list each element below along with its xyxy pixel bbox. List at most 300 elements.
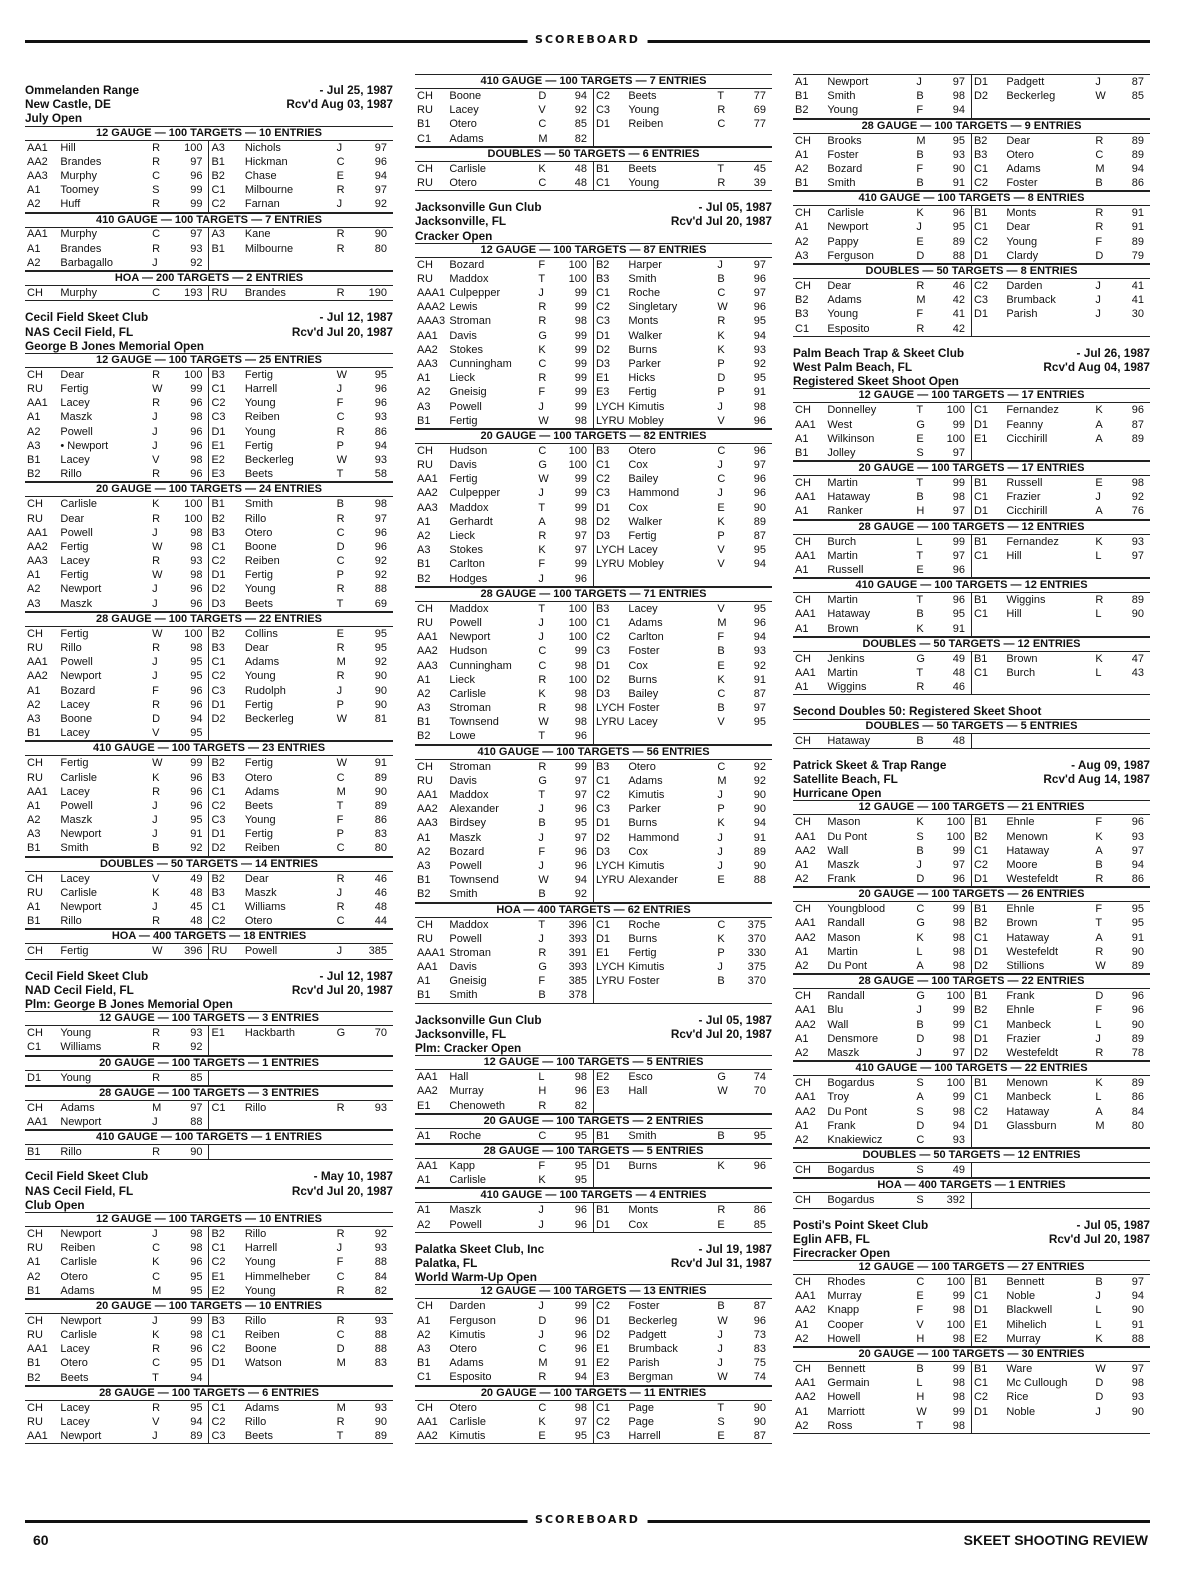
initial bbox=[1093, 734, 1111, 749]
result-row bbox=[415, 1429, 772, 1444]
event-heading: 410 GAUGE — 100 TARGETS — 1 ENTRIES bbox=[25, 1130, 393, 1145]
event-heading: 12 GAUGE — 100 TARGETS — 10 ENTRIES bbox=[25, 1212, 393, 1227]
initial: W bbox=[336, 368, 347, 381]
shooter-name: Russell bbox=[1006, 477, 1043, 490]
score: 95 bbox=[374, 627, 387, 640]
shooter-name: Bennett bbox=[1006, 1276, 1045, 1289]
event-heading: 28 GAUGE — 100 TARGETS — 71 ENTRIES bbox=[415, 587, 772, 602]
result-row bbox=[25, 1314, 393, 1328]
class-code: B1 bbox=[211, 155, 225, 168]
class-code: A1 bbox=[795, 432, 809, 445]
class-code: A1 bbox=[417, 372, 431, 385]
initial: T bbox=[916, 594, 924, 607]
result-row bbox=[415, 258, 772, 272]
class-code: B1 bbox=[417, 1357, 431, 1370]
shooter-name: Newport bbox=[60, 1314, 102, 1327]
shooter-name: Foster bbox=[628, 1300, 660, 1313]
score: 48 bbox=[374, 901, 387, 914]
class-code: D1 bbox=[595, 329, 611, 342]
class-code: C3 bbox=[211, 814, 226, 827]
shooter-name: Jenkins bbox=[827, 652, 865, 665]
class-code: A3 bbox=[25, 597, 58, 612]
score: 98 bbox=[933, 1032, 972, 1046]
shooter-name: Newport bbox=[60, 828, 102, 841]
score: 89 bbox=[1131, 148, 1144, 161]
shooter-name: Fertig bbox=[244, 439, 273, 452]
shooter-name: Beets bbox=[58, 1371, 150, 1386]
class-code: B2 bbox=[793, 103, 825, 118]
shooter-name: Parish bbox=[628, 1357, 660, 1370]
class-code: C3 bbox=[973, 294, 989, 307]
shooter-name: Cox bbox=[628, 501, 648, 514]
initial: J bbox=[150, 1115, 169, 1130]
class-code: RU bbox=[417, 932, 433, 945]
result-row bbox=[415, 730, 772, 745]
initial: C bbox=[717, 473, 726, 486]
club-location: Satellite Beach, FL bbox=[793, 772, 898, 787]
class-code: C2 bbox=[595, 1300, 611, 1313]
result-row bbox=[415, 845, 772, 859]
event-heading: HOA — 400 TARGETS — 1 ENTRIES bbox=[793, 1178, 1150, 1193]
class-code: D1 bbox=[971, 505, 1004, 520]
results-table bbox=[415, 258, 772, 429]
shooter-name: • Newport bbox=[60, 439, 109, 452]
score: 92 bbox=[374, 555, 387, 568]
class-code: C1 bbox=[973, 1377, 989, 1390]
score: 97 bbox=[1131, 549, 1144, 562]
initial: C bbox=[538, 659, 547, 672]
result-row bbox=[793, 476, 1150, 490]
score: 91 bbox=[753, 386, 766, 399]
result-row bbox=[415, 774, 772, 788]
score bbox=[1112, 1419, 1150, 1434]
initial: J bbox=[152, 828, 158, 841]
score: 98 bbox=[933, 1332, 972, 1347]
club-location: New Castle, DE bbox=[25, 97, 111, 112]
shooter-name: Manbeck bbox=[1006, 1091, 1051, 1104]
class-code: A3 bbox=[793, 249, 825, 264]
event-heading: 12 GAUGE — 100 TARGETS — 10 ENTRIES bbox=[25, 126, 393, 141]
initial: V bbox=[717, 716, 725, 729]
results-table bbox=[415, 760, 772, 903]
shooter-name bbox=[1004, 103, 1093, 118]
score: 98 bbox=[555, 715, 594, 729]
result-row bbox=[415, 760, 772, 774]
score: 97 bbox=[753, 702, 766, 715]
initial: J bbox=[538, 1300, 544, 1313]
shooter-name bbox=[243, 1371, 335, 1386]
initial: B bbox=[1095, 1276, 1103, 1289]
initial: T bbox=[717, 89, 725, 102]
class-code: RU bbox=[27, 383, 43, 396]
shooter-name bbox=[243, 726, 335, 741]
club-header-line bbox=[25, 969, 393, 983]
result-row bbox=[25, 1284, 393, 1299]
score: 100 bbox=[169, 627, 209, 641]
initial: W bbox=[538, 716, 549, 729]
shooter-name: Brown bbox=[1006, 917, 1038, 930]
club-name: Ommelanden Range bbox=[25, 83, 140, 97]
class-code: C3 bbox=[595, 803, 611, 816]
class-code: B1 bbox=[973, 652, 988, 665]
score: 385 bbox=[353, 944, 393, 959]
class-code bbox=[971, 446, 1004, 461]
shooter-name: Frazier bbox=[1006, 1032, 1041, 1045]
class-code: D1 bbox=[973, 308, 989, 321]
class-code: CH bbox=[27, 627, 43, 640]
shooter-name: Rillo bbox=[58, 467, 150, 482]
initial: W bbox=[152, 540, 163, 553]
score: 193 bbox=[169, 286, 209, 301]
score: 94 bbox=[169, 1371, 209, 1386]
shooter-name: Adams bbox=[1006, 162, 1041, 175]
shooter-name: Himmelheber bbox=[244, 1270, 311, 1283]
initial: T bbox=[336, 799, 344, 812]
class-code: A3 bbox=[417, 1342, 431, 1355]
initial: L bbox=[916, 1377, 923, 1390]
shooter-name: Otero bbox=[628, 444, 656, 457]
score: 96 bbox=[169, 583, 209, 597]
result-row bbox=[25, 439, 393, 453]
class-code: AA3 bbox=[417, 659, 438, 672]
score: 89 bbox=[933, 235, 972, 249]
shooter-name: Lieck bbox=[449, 372, 476, 385]
result-row bbox=[25, 669, 393, 683]
shooter-name: Frank bbox=[827, 1119, 856, 1132]
score: 82 bbox=[555, 1099, 594, 1114]
results-table bbox=[415, 1159, 772, 1188]
results-table bbox=[25, 1314, 393, 1386]
initial: M bbox=[538, 1357, 548, 1370]
class-code: AA1 bbox=[795, 549, 816, 562]
initial: J bbox=[538, 616, 544, 629]
class-code: AAA1 bbox=[417, 287, 446, 300]
initial: J bbox=[536, 1218, 554, 1233]
class-code: A3 bbox=[211, 228, 225, 241]
shooter-name: Alexander bbox=[449, 803, 499, 816]
score bbox=[734, 730, 772, 745]
class-code: AA1 bbox=[795, 1091, 816, 1104]
shooter-name: Reiben bbox=[244, 555, 280, 568]
initial: W bbox=[150, 944, 169, 959]
initial: J bbox=[1095, 491, 1101, 504]
score: 93 bbox=[169, 1026, 209, 1040]
result-row bbox=[793, 1076, 1150, 1090]
initial: G bbox=[336, 1027, 346, 1040]
score: 97 bbox=[555, 529, 594, 543]
score: 87 bbox=[753, 687, 766, 700]
score: 100 bbox=[933, 1076, 972, 1090]
result-row bbox=[415, 444, 772, 458]
class-code: A3 bbox=[417, 859, 431, 872]
initial: G bbox=[916, 990, 925, 1003]
result-row bbox=[793, 446, 1150, 461]
initial: T bbox=[150, 1371, 169, 1386]
class-code: AA3 bbox=[27, 555, 48, 568]
result-row bbox=[25, 286, 393, 301]
shooter-name: Lacey bbox=[60, 698, 90, 711]
event-heading: 410 GAUGE — 100 TARGETS — 4 ENTRIES bbox=[415, 1188, 772, 1203]
class-code: B1 bbox=[25, 842, 58, 857]
shooter-name: Newport bbox=[58, 1429, 150, 1444]
result-row bbox=[25, 1026, 393, 1040]
score: 95 bbox=[933, 607, 972, 621]
score: 45 bbox=[169, 900, 209, 914]
club-header bbox=[415, 1242, 772, 1285]
class-code: LYCH bbox=[595, 702, 625, 715]
score: 385 bbox=[555, 974, 594, 988]
results-table bbox=[25, 1071, 393, 1086]
result-row bbox=[25, 425, 393, 439]
shooter-name: Rudolph bbox=[244, 684, 286, 697]
result-row bbox=[793, 1032, 1150, 1046]
shooter-name: Smith bbox=[447, 887, 536, 902]
shooter-name: Gneisig bbox=[449, 975, 487, 988]
initial bbox=[1093, 322, 1111, 337]
shooter-name: Mihelich bbox=[1006, 1318, 1047, 1331]
shooter-name: Blackwell bbox=[1006, 1304, 1053, 1317]
club-name: Cecil Field Skeet Club bbox=[25, 968, 149, 983]
shooter-name: Knakiewicz bbox=[825, 1133, 914, 1148]
score: 89 bbox=[753, 515, 766, 528]
initial: C bbox=[336, 771, 345, 784]
received-date: Rcv'd Jul 31, 1987 bbox=[670, 1256, 772, 1271]
shooter-name: Maszk bbox=[244, 886, 277, 899]
score: 93 bbox=[169, 242, 209, 256]
initial: H bbox=[914, 505, 932, 520]
score: 80 bbox=[353, 842, 393, 857]
shooter-name: Otero bbox=[243, 914, 335, 929]
shooter-name: Du Pont bbox=[825, 959, 914, 974]
score: 98 bbox=[169, 1241, 209, 1255]
results-table bbox=[25, 1101, 393, 1130]
initial: C bbox=[538, 1342, 547, 1355]
initial: K bbox=[1095, 535, 1103, 548]
club-name: Palatka Skeet Club, Inc bbox=[415, 1241, 545, 1256]
initial: J bbox=[717, 459, 723, 472]
results-table bbox=[25, 627, 393, 742]
initial: B bbox=[914, 176, 932, 191]
score: 95 bbox=[169, 669, 209, 683]
initial bbox=[715, 572, 733, 587]
club-results bbox=[415, 1013, 772, 1233]
initial: B bbox=[336, 498, 344, 511]
event-name: World Warm-Up Open bbox=[415, 1270, 537, 1285]
result-row bbox=[793, 622, 1150, 637]
initial: C bbox=[335, 842, 354, 857]
event-date: - Jul 05, 1987 bbox=[698, 200, 772, 215]
initial: J bbox=[152, 799, 158, 812]
class-code: CH bbox=[417, 918, 433, 931]
shooter-name: Newport bbox=[60, 670, 102, 683]
score: 90 bbox=[753, 789, 766, 802]
initial: P bbox=[717, 803, 725, 816]
class-code: B1 bbox=[417, 716, 431, 729]
shooter-name: Bergman bbox=[626, 1370, 715, 1385]
shooter-name: Cicchirill bbox=[1004, 505, 1093, 520]
event-heading: 20 GAUGE — 100 TARGETS — 82 ENTRIES bbox=[415, 429, 772, 444]
class-code: RU bbox=[417, 272, 433, 285]
initial: R bbox=[538, 530, 547, 543]
result-row bbox=[793, 162, 1150, 176]
score: 75 bbox=[753, 1357, 766, 1370]
result-row bbox=[415, 715, 772, 729]
shooter-name: Dear bbox=[244, 872, 269, 885]
shooter-name: Otero bbox=[60, 1357, 88, 1370]
class-code bbox=[593, 887, 626, 902]
class-code: B3 bbox=[211, 642, 225, 655]
score: 48 bbox=[169, 886, 209, 900]
result-row bbox=[793, 1018, 1150, 1032]
results-table bbox=[793, 652, 1150, 696]
bottom-masthead bbox=[25, 1514, 1150, 1528]
class-code: CH bbox=[417, 89, 433, 102]
score: 92 bbox=[555, 887, 594, 902]
result-row bbox=[415, 103, 772, 117]
initial: T bbox=[335, 467, 354, 482]
shooter-name: Parish bbox=[1006, 308, 1038, 321]
class-code: B1 bbox=[27, 1357, 41, 1370]
score: 96 bbox=[1131, 404, 1144, 417]
class-code: C1 bbox=[211, 1101, 226, 1114]
initial bbox=[335, 1040, 354, 1055]
initial: H bbox=[916, 1391, 925, 1404]
shooter-name: Clardy bbox=[1004, 249, 1093, 264]
result-row bbox=[793, 249, 1150, 264]
shooter-name: Mason bbox=[827, 931, 861, 944]
score: 91 bbox=[933, 622, 972, 637]
initial: E bbox=[336, 169, 344, 182]
shooter-name: Newport bbox=[60, 583, 102, 596]
shooter-name: Young bbox=[244, 583, 276, 596]
event-heading: 410 GAUGE — 100 TARGETS — 56 ENTRIES bbox=[415, 745, 772, 760]
shooter-name: Young bbox=[1006, 235, 1038, 248]
result-row bbox=[793, 666, 1150, 680]
initial: V bbox=[152, 453, 160, 466]
initial: J bbox=[916, 221, 922, 234]
class-code bbox=[971, 1419, 1004, 1434]
initial: J bbox=[336, 684, 343, 697]
initial: D bbox=[914, 249, 932, 264]
event-date: - Jul 25, 1987 bbox=[319, 83, 393, 97]
class-code: AA2 bbox=[795, 931, 816, 944]
initial: K bbox=[717, 515, 725, 528]
initial: G bbox=[916, 418, 925, 431]
score: 47 bbox=[1131, 652, 1144, 665]
event-name: Firecracker Open bbox=[793, 1245, 891, 1260]
score: 100 bbox=[933, 432, 972, 446]
score: 95 bbox=[555, 1159, 594, 1173]
results-table bbox=[415, 602, 772, 745]
shooter-name: Townsend bbox=[449, 874, 499, 887]
shooter-name: Murray bbox=[1004, 1332, 1093, 1347]
shooter-name: Hicks bbox=[628, 372, 656, 385]
initial: J bbox=[152, 425, 158, 438]
score: 97 bbox=[933, 1046, 972, 1061]
results-table bbox=[793, 1275, 1150, 1347]
score: 99 bbox=[169, 197, 209, 212]
result-row bbox=[793, 563, 1150, 578]
result-row bbox=[415, 1342, 772, 1356]
class-code: CH bbox=[417, 760, 433, 773]
shooter-name: Bozard bbox=[60, 684, 96, 697]
initial: R bbox=[152, 642, 161, 655]
initial: V bbox=[717, 602, 725, 615]
results-table bbox=[793, 815, 1150, 887]
initial: F bbox=[152, 684, 159, 697]
result-row bbox=[415, 286, 772, 300]
initial: F bbox=[336, 397, 344, 410]
score: 95 bbox=[169, 726, 209, 741]
class-code: CH bbox=[25, 286, 58, 301]
event-heading: 20 GAUGE — 100 TARGETS — 10 ENTRIES bbox=[25, 1299, 393, 1314]
class-code bbox=[971, 1193, 1004, 1208]
club-header bbox=[415, 200, 772, 243]
score: 99 bbox=[169, 183, 209, 197]
score: 96 bbox=[555, 859, 594, 873]
shooter-name: Martin bbox=[827, 945, 858, 958]
result-row bbox=[415, 272, 772, 286]
shooter-name: Hudson bbox=[449, 444, 488, 457]
score: 91 bbox=[1131, 207, 1144, 220]
class-code: C1 bbox=[973, 491, 989, 504]
initial: J bbox=[1095, 308, 1101, 321]
class-code: A1 bbox=[27, 569, 41, 582]
club-header-line bbox=[793, 374, 1150, 388]
shooter-name: Singletary bbox=[628, 301, 678, 314]
initial: C bbox=[152, 1270, 161, 1283]
club-header bbox=[793, 704, 1150, 718]
score: 330 bbox=[747, 946, 766, 959]
class-code: B1 bbox=[211, 242, 225, 255]
shooter-name: Carlisle bbox=[827, 207, 865, 220]
result-row bbox=[793, 418, 1150, 432]
score: 93 bbox=[374, 1101, 387, 1114]
score: 90 bbox=[374, 684, 387, 697]
result-row bbox=[25, 771, 393, 785]
shooter-name: Otero bbox=[244, 526, 273, 539]
shooter-name: Donnelley bbox=[827, 404, 877, 417]
score: 97 bbox=[555, 1415, 594, 1429]
shooter-name: Young bbox=[58, 1071, 150, 1086]
initial: A bbox=[1093, 505, 1111, 520]
score: 91 bbox=[933, 176, 972, 191]
initial: P bbox=[336, 698, 344, 711]
class-code: D1 bbox=[595, 501, 611, 514]
result-row bbox=[415, 329, 772, 343]
club-header-line bbox=[25, 310, 393, 324]
score: 99 bbox=[555, 300, 594, 314]
shooter-name: Young bbox=[244, 670, 276, 683]
shooter-name: Murphy bbox=[60, 169, 98, 182]
score: 48 bbox=[555, 162, 594, 176]
result-row bbox=[415, 357, 772, 371]
club-results bbox=[415, 200, 772, 1004]
shooter-name: Lieck bbox=[449, 530, 476, 543]
club-location: NAS Cecil Field, FL bbox=[25, 1183, 134, 1198]
result-row bbox=[415, 659, 772, 673]
shooter-name: Beets bbox=[243, 597, 335, 612]
initial: C bbox=[150, 286, 169, 301]
shooter-name: Bogardus bbox=[827, 1077, 875, 1090]
initial: V bbox=[717, 558, 725, 571]
initial: V bbox=[715, 414, 733, 429]
score: 92 bbox=[374, 569, 387, 582]
shooter-name: Bailey bbox=[628, 473, 659, 486]
initial: T bbox=[538, 501, 546, 514]
shooter-name: Wiggins bbox=[1006, 594, 1046, 607]
class-code: B2 bbox=[211, 169, 225, 182]
